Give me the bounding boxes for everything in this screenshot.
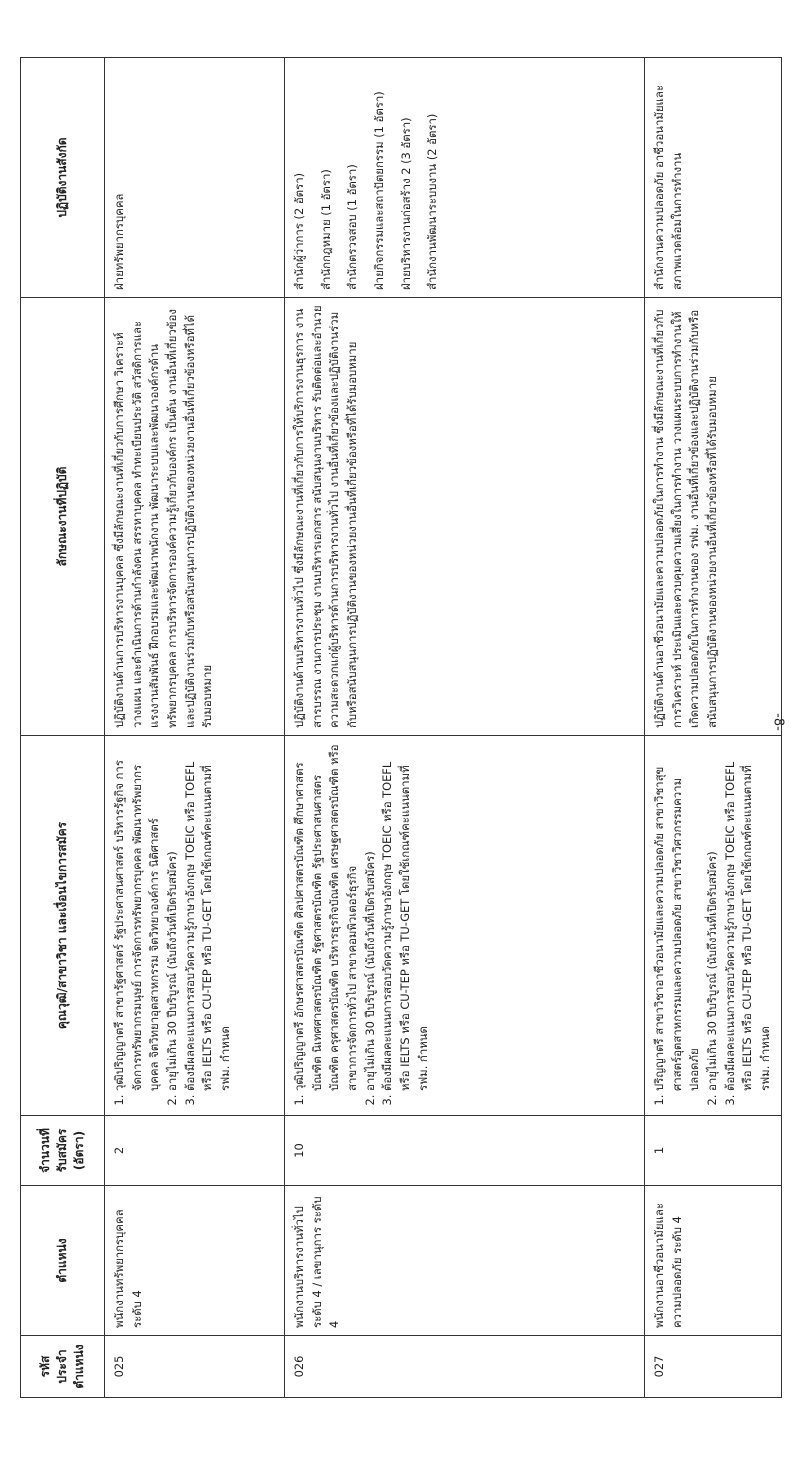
header-duties: ลักษณะงานที่ปฏิบัติ [21,298,105,736]
page-number: -8- [770,713,786,731]
job-positions-table [20,57,782,1398]
row-duties: ปฏิบัติงานด้านการบริหารงานบุคคล ซึ่งมีลักษณะงานที่เกี่ยวกับการศึกษา วิเคราะห์ วางแผน และดำเนินการด้านกำลังคน สรรหาบุคคล ทำทะเบียนประวัติ สวัสดิการและแรงงานสัมพันธ์ ฝึกอบรมและพัฒนาพนักงาน พัฒนาระบบและพัฒนาองค์กรด้านทรัพยากรบุคคล การบริหารจัดการองค์ความรู้เกี่ยวกับองค์กร เป็นต้น งานอื่นที่เกี่ยวข้องและปฏิบัติงานร่วมกับหรือสนับสนุนการปฏิบัติงานของหน่วยงานอื่นที่เกี่ยวข้องหรือที่ได้รับมอบหมาย [105,298,285,736]
row-qualifications [645,736,782,1116]
header-code: รหัสประจำตำแหน่ง [21,1336,105,1398]
row-duties: ปฏิบัติงานด้านบริหารงานทั่วไป ซึ่งมีลักษณะงานที่เกี่ยวกับการให้บริการงานธุรการ งานสารบรรณ งานการประชุม งานบริหารเอกสาร สนับสนุนงานบริหาร รับติดต่อและอำนวยความสะดวกแก่ผู้บริหารด้านการบริหารงานทั่วไป งานอื่นที่เกี่ยวข้องและปฏิบัติงานร่วมกับหรือสนับสนุนการปฏิบัติงานของหน่วยงานอื่นที่เกี่ยวข้องหรือที่ได้รับมอบหมาย [285,298,645,736]
row-position: พนักงานทรัพยากรบุคคล ระดับ 4 [105,1186,285,1336]
unit-item: ฝ่ายบริหารงานก่อสร้าง 2 (3 อัตรา) [398,117,413,290]
row-units [645,58,782,298]
row-count: 2 [105,1116,285,1186]
row-code: 027 [645,1336,782,1398]
header-position: ตำแหน่ง [21,1186,105,1336]
row-duties: ปฏิบัติงานด้านอาชีวอนามัยและความปลอดภัยในการทำงาน ซึ่งมีลักษณะงานที่เกี่ยวกับการวิเคราะห์ ประเมินและควบคุมความเสี่ยงในการทำงาน วางแผนระบบการทำงานให้เกิดความปลอดภัยในการทำงานของ รฟม. งานอื่นที่เกี่ยวข้องและปฏิบัติงานร่วมกับหรือสนับสนุนการปฏิบัติงานของหน่วยงานอื่นที่เกี่ยวข้องหรือที่ได้รับมอบหมาย [645,298,782,736]
qualification-item: 2. อายุไม่เกิน 30 ปีบริบูรณ์ (นับถึงวันที่เปิดรับสมัคร) [704,743,722,1091]
row-count: 1 [645,1116,782,1186]
row-qualifications [285,736,645,1116]
row-code: 025 [105,1336,285,1398]
row-count: 10 [285,1116,645,1186]
header-count: จำนวนที่รับสมัคร (อัตรา) [21,1116,105,1186]
table-row [285,58,645,1398]
row-position: พนักงานบริหารงานทั่วไป ระดับ 4 / เลขานุการ ระดับ 4 [285,1186,645,1336]
unit-item: สำนักตรวจสอบ (1 อัตรา) [345,164,360,290]
qualification-item: 3. ต้องมีผลคะแนนการสอบวัดความรู้ภาษาอังกฤษ TOEIC หรือ TOEFL หรือ IELTS หรือ CU-TEP หรือ TU-GET โดยใช้เกณฑ์คะแนนตามที่ รฟม. กำหนด [722,743,775,1091]
rotated-page-content [20,58,780,1398]
table-row [105,58,285,1398]
header-qualifications: คุณวุฒิ/สาขาวิชา และเงื่อนไขการสมัคร [21,736,105,1116]
qualification-item: 2. อายุไม่เกิน 30 ปีบริบูรณ์ (นับถึงวันที่เปิดรับสมัคร) [164,743,182,1091]
qualification-item: 1. วุฒิปริญญาตรี สาขารัฐศาสตร์ รัฐประศาสนศาสตร์ บริหารรัฐกิจ การจัดการทรัพยากรมนุษย์ การจัดการทรัพยากรบุคคล พัฒนาทรัพยากรบุคคล จิตวิทยาอุตสาหกรรม จิตวิทยาองค์การ นิติศาสตร์ [111,743,164,1091]
header-units: ปฏิบัติงานสังกัด [21,58,105,298]
unit-item: สำนักผู้ว่าการ (2 อัตรา) [292,172,306,290]
unit-item: ฝ่ายทรัพยากรบุคคล [112,193,126,290]
qualification-item: 2. อายุไม่เกิน 30 ปีบริบูรณ์ (นับถึงวันที่เปิดรับสมัคร) [362,743,380,1091]
qualification-item: 1. ปริญญาตรี สาขาวิชาอาชีวอนามัยและความปลอดภัย สาขาวิชาสุขศาสตร์อุตสาหกรรมและความปลอดภัย สาขาวิชาวิศวกรรมความปลอดภัย [651,743,704,1091]
table-row [645,58,782,1398]
row-units [105,58,285,298]
qualification-item: 1. วุฒิปริญญาตรี อักษรศาสตรบัณฑิต ศิลปศาสตรบัณฑิต ศึกษาศาสตรบัณฑิต นิเทศศาสตรบัณฑิต รัฐศาสตรบัณฑิต รัฐประศาสนศาสตรบัณฑิต ครุศาสตรบัณฑิต บริหารธุรกิจบัณฑิต เศรษฐศาสตรบัณฑิต หรือสาขาการจัดการทั่วไป สาขาคอมพิวเตอร์ธุรกิจ [291,743,362,1091]
row-position: พนักงานอาชีวอนามัยและความปลอดภัย ระดับ 4 [645,1186,782,1336]
unit-item: สำนักงานความปลอดภัย อาชีวอนามัยและสภาพแวดล้อมในการทำงาน [652,85,684,290]
qualification-item: 3. ต้องมีผลคะแนนการสอบวัดความรู้ภาษาอังกฤษ TOEIC หรือ TOEFL หรือ IELTS หรือ CU-TEP หรือ TU-GET โดยใช้เกณฑ์คะแนนตามที่ รฟม. กำหนด [182,743,235,1091]
unit-item: สำนักงานพัฒนาระบบงาน (2 อัตรา) [425,113,440,290]
row-code: 026 [285,1336,645,1398]
table-header-row [21,58,105,1398]
unit-item: ฝ่ายกิจกรรมและสถาปัตยกรรม (1 อัตรา) [372,91,387,290]
qualification-item: 3. ต้องมีผลคะแนนการสอบวัดความรู้ภาษาอังกฤษ TOEIC หรือ TOEFL หรือ IELTS หรือ CU-TEP หรือ TU-GET โดยใช้เกณฑ์คะแนนตามที่ รฟม. กำหนด [379,743,432,1091]
unit-item: สำนักกฎหมาย (1 อัตรา) [318,169,333,290]
row-qualifications [105,736,285,1116]
row-units [285,58,645,298]
